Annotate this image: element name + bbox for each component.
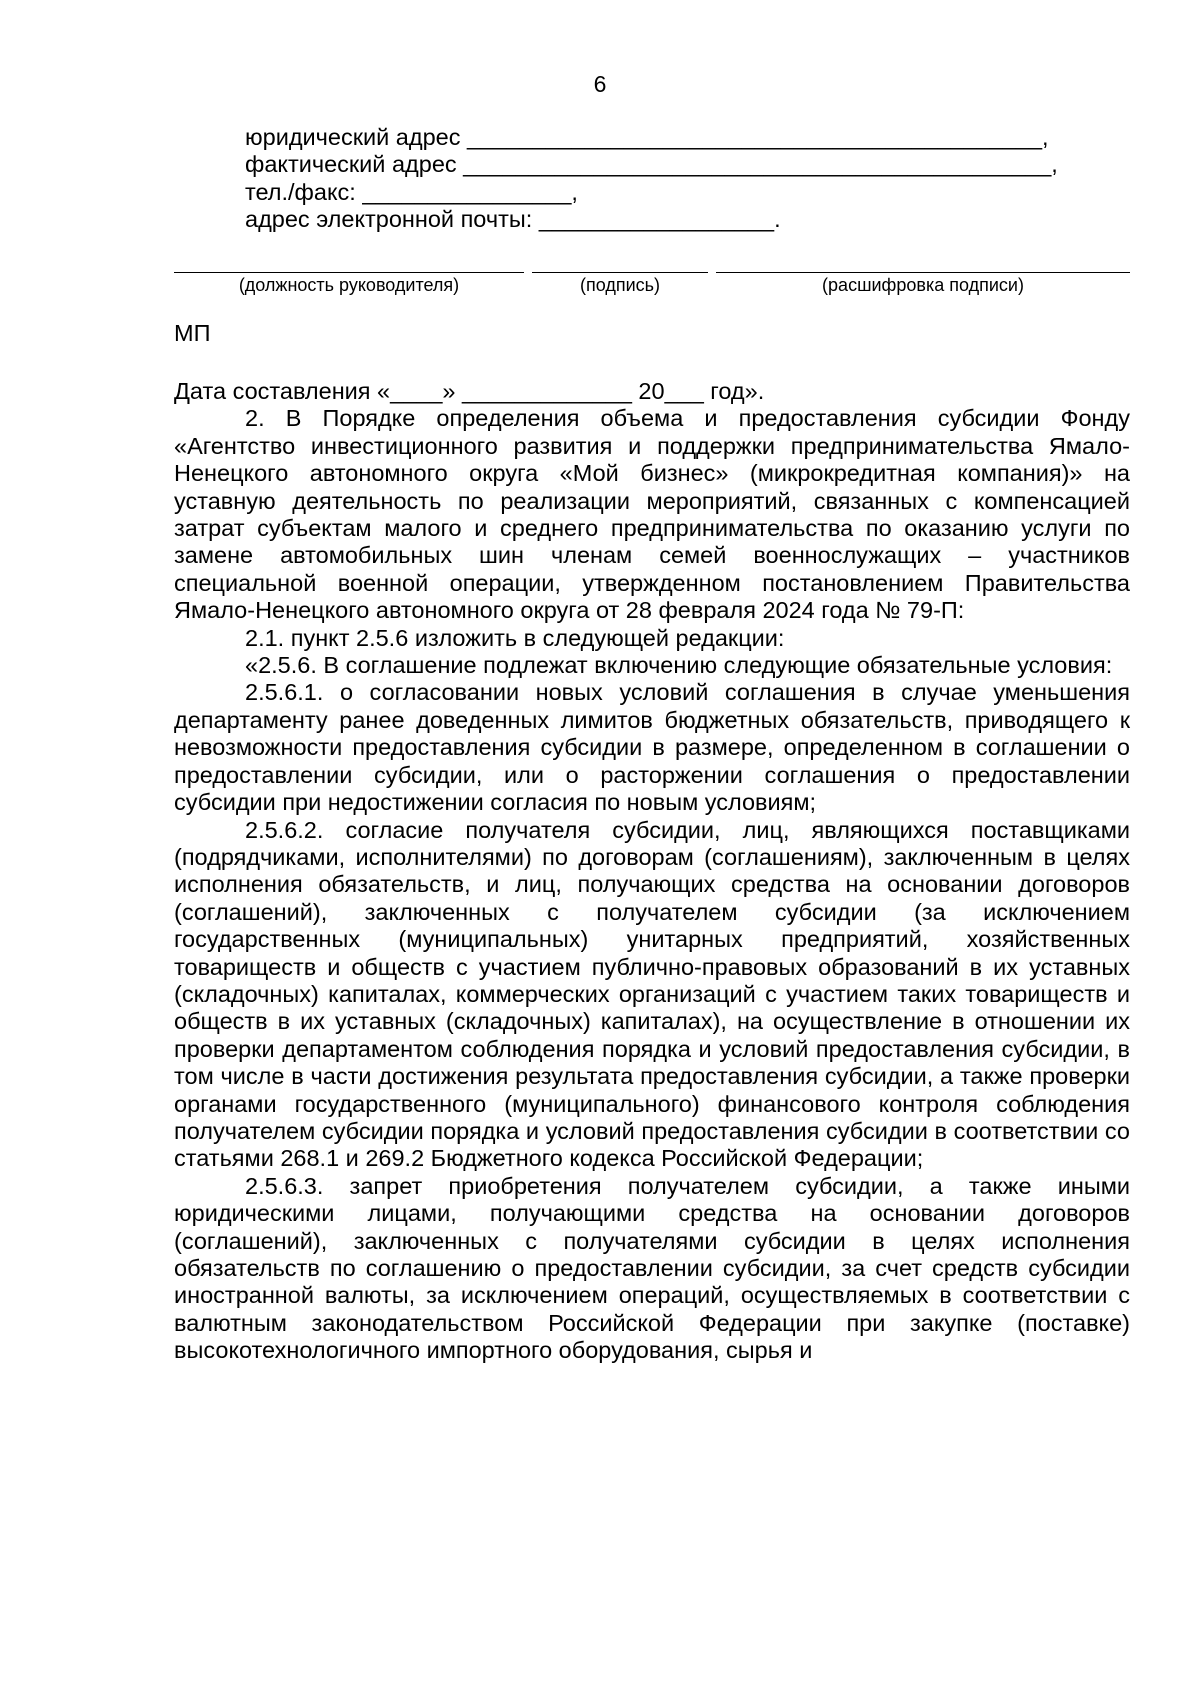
phone-fax-line: тел./факс: ________________, — [245, 178, 578, 205]
paragraph-2-1: 2.1. пункт 2.5.6 изложить в следующей редакции: — [245, 624, 785, 651]
date-line: Дата составления «____» _____________ 20___ год». — [174, 378, 765, 404]
signature-caption: (подпись) — [579, 275, 661, 295]
email-line: адрес электронной почты: __________________. — [245, 206, 781, 233]
decoding-signature-line — [716, 272, 1130, 273]
paragraph-2-5-6-1: 2.5.6.1. о согласовании новых условий соглашения в случае уменьшения департаменту ранее доведенных лимитов бюджетных обязательств, приводящего к невозможности предоставления субсидии в размере, определенном в соглашении о предоставлении субсидии, или о расторжении соглашения о предоставлении субсидии при недостижении согласия по новым условиям; — [174, 679, 1137, 816]
stamp-mark: МП — [174, 320, 211, 346]
legal-address-line: юридический адрес ____________________________________________, — [245, 124, 1049, 150]
position-signature-line — [174, 272, 524, 273]
document-body — [174, 378, 1137, 1365]
signature-line — [532, 272, 708, 273]
position-caption: (должность руководителя) — [238, 275, 460, 295]
paragraph-2-5-6-2: 2.5.6.2. согласие получателя субсидии, лиц, являющихся поставщиками (подрядчиками, исполнителями) по договорам (соглашениям), заключенным в целях исполнения обязательств, и лиц, получающих средства на основании договоров (соглашений), заключенных с получателем субсидии (за исключением государственных (муниципальных) унитарных предприятий, хозяйственных товариществ и обществ с участием публично-правовых образований в их уставных (складочных) капиталах, коммерческих организаций с участием таких товариществ и обществ в их уставных (складочных) капиталах), на осуществление в отношении их проверки департаментом соблюдения порядка и условий предоставления субсидии, в том числе в части достижения результата предоставления субсидии, а также проверки органами государственного (муниципального) финансового контроля соблюдения получателем субсидии порядка и условий предоставления субсидии в соответствии со статьями 268.1 и 269.2 Бюджетного кодекса Российской Федерации; — [174, 816, 1137, 1172]
page-number: 6 — [593, 71, 607, 97]
paragraph-2-5-6: «2.5.6. В соглашение подлежат включению следующие обязательные условия: — [245, 652, 1113, 679]
contact-fields-block — [245, 124, 1145, 234]
paragraph-2-5-6-3: 2.5.6.3. запрет приобретения получателем субсидии, а также иными юридическими лицами, получающими средства на основании договоров (соглашений), заключенных с получателями субсидии в целях исполнения обязательств по соглашению о предоставлении субсидии, за счет средств субсидии иностранной валюты, за исключением операций, осуществляемых в соответствии с валютным законодательством Российской Федерации при закупке (поставке) высокотехнологичного импортного оборудования, сырья и — [174, 1172, 1137, 1364]
decoding-caption: (расшифровка подписи) — [822, 275, 1024, 295]
actual-address-line: фактический адрес _____________________________________________, — [245, 151, 1058, 178]
paragraph-2: 2. В Порядке определения объема и предоставления субсидии Фонду «Агентство инвестиционного развития и поддержки предпринимательства Ямало-Ненецкого автономного округа «Мой бизнес» (микрокредитная компания)» на уставную деятельность по реализации мероприятий, связанных с компенсацией затрат субъектам малого и среднего предпринимательства по оказанию услуги по замене автомобильных шин членам семей военнослужащих – участников специальной военной операции, утвержденном постановлением Правительства Ямало-Ненецкого автономного округа от 28 февраля 2024 года № 79-П: — [174, 405, 1137, 624]
signature-block — [174, 260, 1130, 300]
